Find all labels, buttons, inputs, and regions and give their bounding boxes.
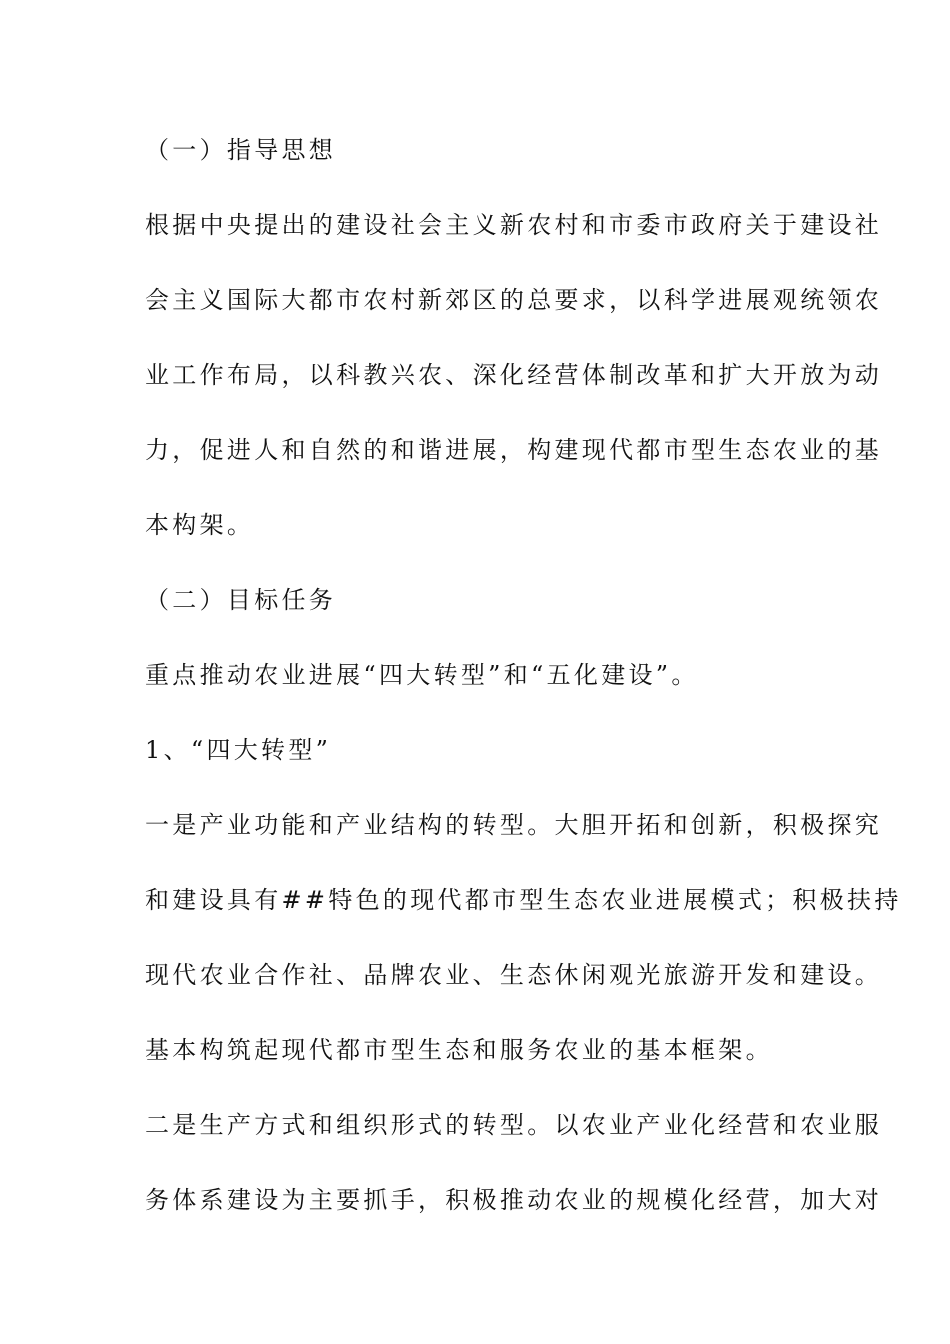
paragraph-line: 二是生产方式和组织形式的转型。以农业产业化经营和农业服 xyxy=(145,1111,883,1139)
paragraph-line: 重点推动农业进展“四大转型”和“五化建设”。 xyxy=(145,661,699,689)
paragraph-line: 现代农业合作社、品牌农业、生态休闲观光旅游开发和建设。 xyxy=(145,961,883,989)
paragraph-line: 一是产业功能和产业结构的转型。大胆开拓和创新，积极探究 xyxy=(145,811,883,839)
paragraph-line: 业工作布局，以科教兴农、深化经营体制改革和扩大开放为动 xyxy=(145,361,883,389)
paragraph-line: 本构架。 xyxy=(145,511,255,539)
paragraph-line: 和建设具有##特色的现代都市型生态农业进展模式；积极扶持 xyxy=(145,886,902,914)
paragraph-line: 务体系建设为主要抓手，积极推动农业的规模化经营，加大对 xyxy=(145,1186,883,1214)
paragraph-line: 力，促进人和自然的和谐进展，构建现代都市型生态农业的基 xyxy=(145,436,883,464)
section-heading-goals-tasks: （二）目标任务 xyxy=(145,586,337,614)
section-heading-guiding-ideology: （一）指导思想 xyxy=(145,136,337,164)
subsection-heading-four-transformations: 1、“四大转型” xyxy=(145,736,332,764)
paragraph-line: 根据中央提出的建设社会主义新农村和市委市政府关于建设社 xyxy=(145,211,883,239)
paragraph-line: 基本构筑起现代都市型生态和服务农业的基本框架。 xyxy=(145,1036,773,1064)
paragraph-line: 会主义国际大都市农村新郊区的总要求，以科学进展观统领农 xyxy=(145,286,883,314)
